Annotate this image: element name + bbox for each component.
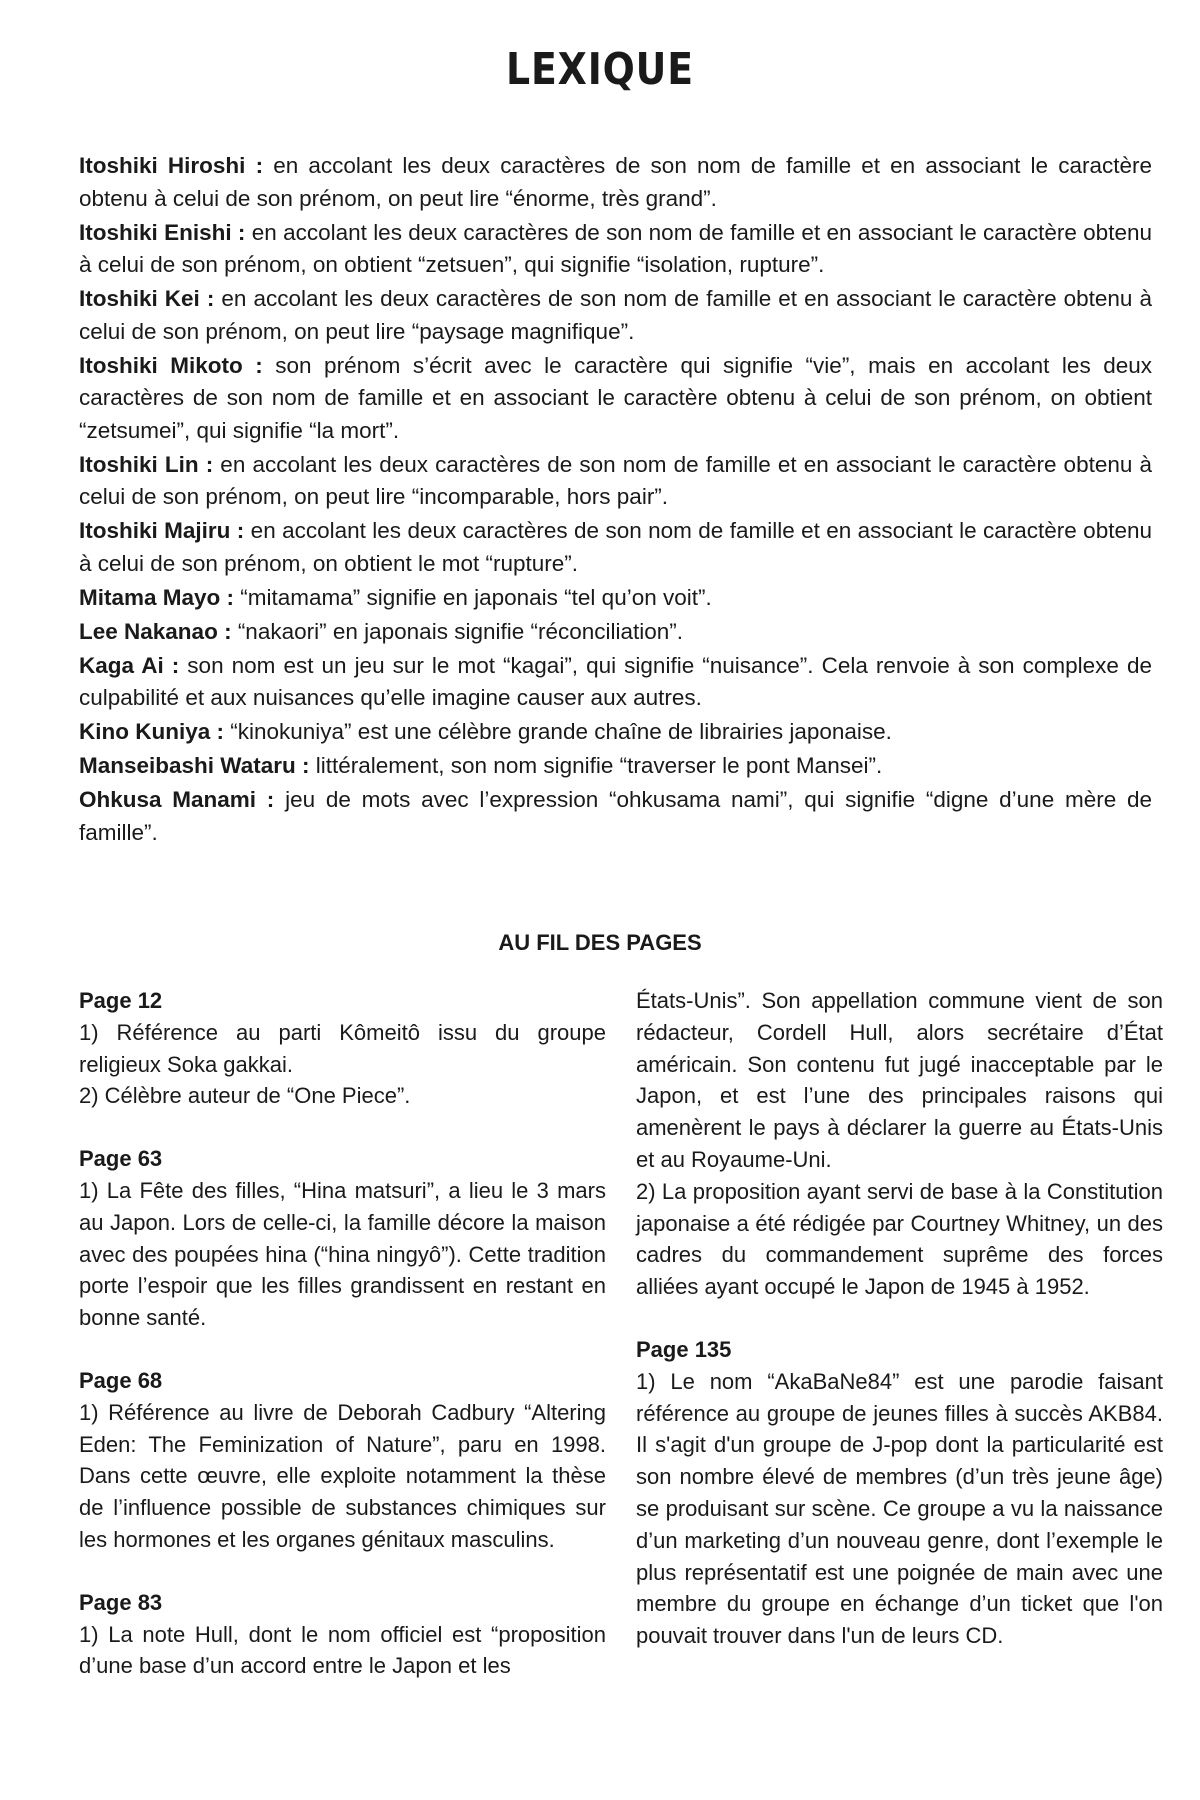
lexique-term: Itoshiki Mikoto : xyxy=(79,352,263,378)
page-note xyxy=(636,985,1163,1303)
lexique-definition: “nakaori” en japonais signifie “réconciliation”. xyxy=(231,618,684,644)
page-note-text: 1) Référence au parti Kômeitô issu du groupe religieux Soka gakkai. xyxy=(79,1019,606,1077)
page-note xyxy=(79,985,606,1112)
lexique-definition: son prénom s’écrit avec le caractère qui signifie “vie”, mais en accolant les deux caractères de son nom de famille et en associant le caractère obtenu à celui de son prénom, on obtient “zetsumei”, qui signifie “la mort”. xyxy=(79,352,1152,443)
lexique-term: Kaga Ai : xyxy=(79,652,180,678)
lexique-list xyxy=(79,150,1152,851)
lexique-term: Manseibashi Wataru : xyxy=(79,753,310,778)
lexique-definition: littéralement, son nom signifie “traverser le pont Mansei”. xyxy=(309,753,883,778)
lexique-entry xyxy=(79,582,1152,615)
lexique-definition: en accolant les deux caractères de son nom de famille et en associant le caractère obtenu à celui de son prénom, on peut lire “incomparable, hors pair”. xyxy=(79,451,1152,509)
page-note xyxy=(79,1587,606,1682)
page-note-heading: Page 12 xyxy=(79,988,163,1013)
lexique-definition: en accolant les deux caractères de son nom de famille et en associant le caractère obtenu à celui de son prénom, on obtient le mot “rupture”. xyxy=(79,518,1153,576)
lexique-entry xyxy=(79,150,1152,215)
lexique-entry xyxy=(79,716,1152,749)
lexique-definition: jeu de mots avec l’expression “ohkusama nami”, qui signifie “digne d’une mère de famille”. xyxy=(79,787,1152,845)
lexique-entry xyxy=(79,283,1152,348)
lexique-term: Itoshiki Kei : xyxy=(79,286,215,311)
lexique-entry xyxy=(79,650,1152,715)
page-note-heading: Page 68 xyxy=(79,1367,163,1393)
lexique-definition: en accolant les deux caractères de son nom de famille et en associant le caractère obtenu à celui de son prénom, on obtient “zetsuen”, qui signifie “isolation, rupture”. xyxy=(79,219,1152,277)
lexique-entry xyxy=(79,449,1152,514)
notes-right-column xyxy=(636,985,1163,1683)
page-note-text: 1) La note Hull, dont le nom officiel est “proposition d’une base d’un accord entre le Japon et les xyxy=(79,1621,606,1679)
lexique-definition: son nom est un jeu sur le mot “kagai”, qui signifie “nuisance”. Cela renvoie à son complexe de culpabilité et aux nuisances qu’elle imagine causer aux autres. xyxy=(79,652,1152,710)
lexique-entry xyxy=(79,515,1152,580)
lexique-term: Itoshiki Enishi : xyxy=(79,219,246,245)
lexique-entry xyxy=(79,616,1152,649)
lexique-term: Lee Nakanao : xyxy=(79,618,232,644)
page-title: LEXIQUE xyxy=(506,44,694,95)
page-note xyxy=(79,1143,606,1334)
lexique-term: Itoshiki Majiru : xyxy=(79,518,245,543)
lexique-definition: “kinokuniya” est une célèbre grande chaîne de librairies japonaise. xyxy=(224,719,892,744)
page-note-text: 1) Le nom “AkaBaNe84” est une parodie faisant référence au groupe de jeunes filles à succès AKB84. Il s'agit d'un groupe de J-pop dont la particularité est son nombre élevé de membres (d’un très jeune âge) se produisant sur scène. Ce groupe a vu la naissance d’un marketing d’un nouveau genre, dont l’exemple le plus représentatif est une poignée de main avec une membre du groupe en échange d’un ticket que l'on pouvait trouver dans l'un de leurs CD. xyxy=(636,1368,1163,1649)
page-note-text: États-Unis”. Son appellation commune vient de son rédacteur, Cordell Hull, alors secrétaire d’État américain. Son contenu fut jugé inacceptable par le Japon, et est l’une des principales raisons qui amenèrent le pays à déclarer la guerre au États-Unis et au Royaume-Uni. xyxy=(636,988,1163,1172)
lexique-term: Itoshiki Hiroshi : xyxy=(79,153,264,178)
page-note-heading: Page 83 xyxy=(79,1589,163,1615)
page-note xyxy=(79,1365,606,1556)
page-note-text: 2) Célèbre auteur de “One Piece”. xyxy=(79,1083,411,1109)
page-note xyxy=(636,1334,1163,1652)
page-note-text: 2) La proposition ayant servi de base à la Constitution japonaise a été rédigée par Courtney Whitney, un des cadres du commandement suprême des forces alliées ayant occupé le Japon de 1945 à 1952. xyxy=(636,1178,1163,1300)
lexique-entry xyxy=(79,350,1152,448)
page-note-heading: Page 63 xyxy=(79,1146,163,1172)
page-note-heading: Page 135 xyxy=(636,1336,732,1362)
lexique-entry xyxy=(79,784,1152,849)
lexique-entry xyxy=(79,750,1152,783)
lexique-term: Mitama Mayo : xyxy=(79,584,235,610)
section-title: AU FIL DES PAGES xyxy=(498,930,702,955)
lexique-term: Kino Kuniya : xyxy=(79,719,224,744)
lexique-definition: “mitamama” signifie en japonais “tel qu’on voit”. xyxy=(234,584,712,610)
lexique-definition: en accolant les deux caractères de son nom de famille et en associant le caractère obtenu à celui de son prénom, on peut lire “paysage magnifique”. xyxy=(79,286,1152,344)
notes-left-column xyxy=(79,985,606,1713)
page-note-text: 1) Référence au livre de Deborah Cadbury “Altering Eden: The Feminization of Nature”, paru en 1998. Dans cette œuvre, elle exploite notamment la thèse de l’influence possible de substances chimiques sur les hormones et les organes génitaux masculins. xyxy=(79,1399,606,1552)
lexique-definition: en accolant les deux caractères de son nom de famille et en associant le caractère obtenu à celui de son prénom, on peut lire “énorme, très grand”. xyxy=(79,153,1152,211)
lexique-entry xyxy=(79,217,1152,282)
lexique-term: Ohkusa Manami : xyxy=(79,787,275,812)
page-note-text: 1) La Fête des filles, “Hina matsuri”, a lieu le 3 mars au Japon. Lors de celle-ci, la famille décore la maison avec des poupées hina (“hina ningyô”). Cette tradition porte l’espoir que les filles grandissent en restant en bonne santé. xyxy=(79,1177,606,1331)
lexique-term: Itoshiki Lin : xyxy=(79,451,214,477)
